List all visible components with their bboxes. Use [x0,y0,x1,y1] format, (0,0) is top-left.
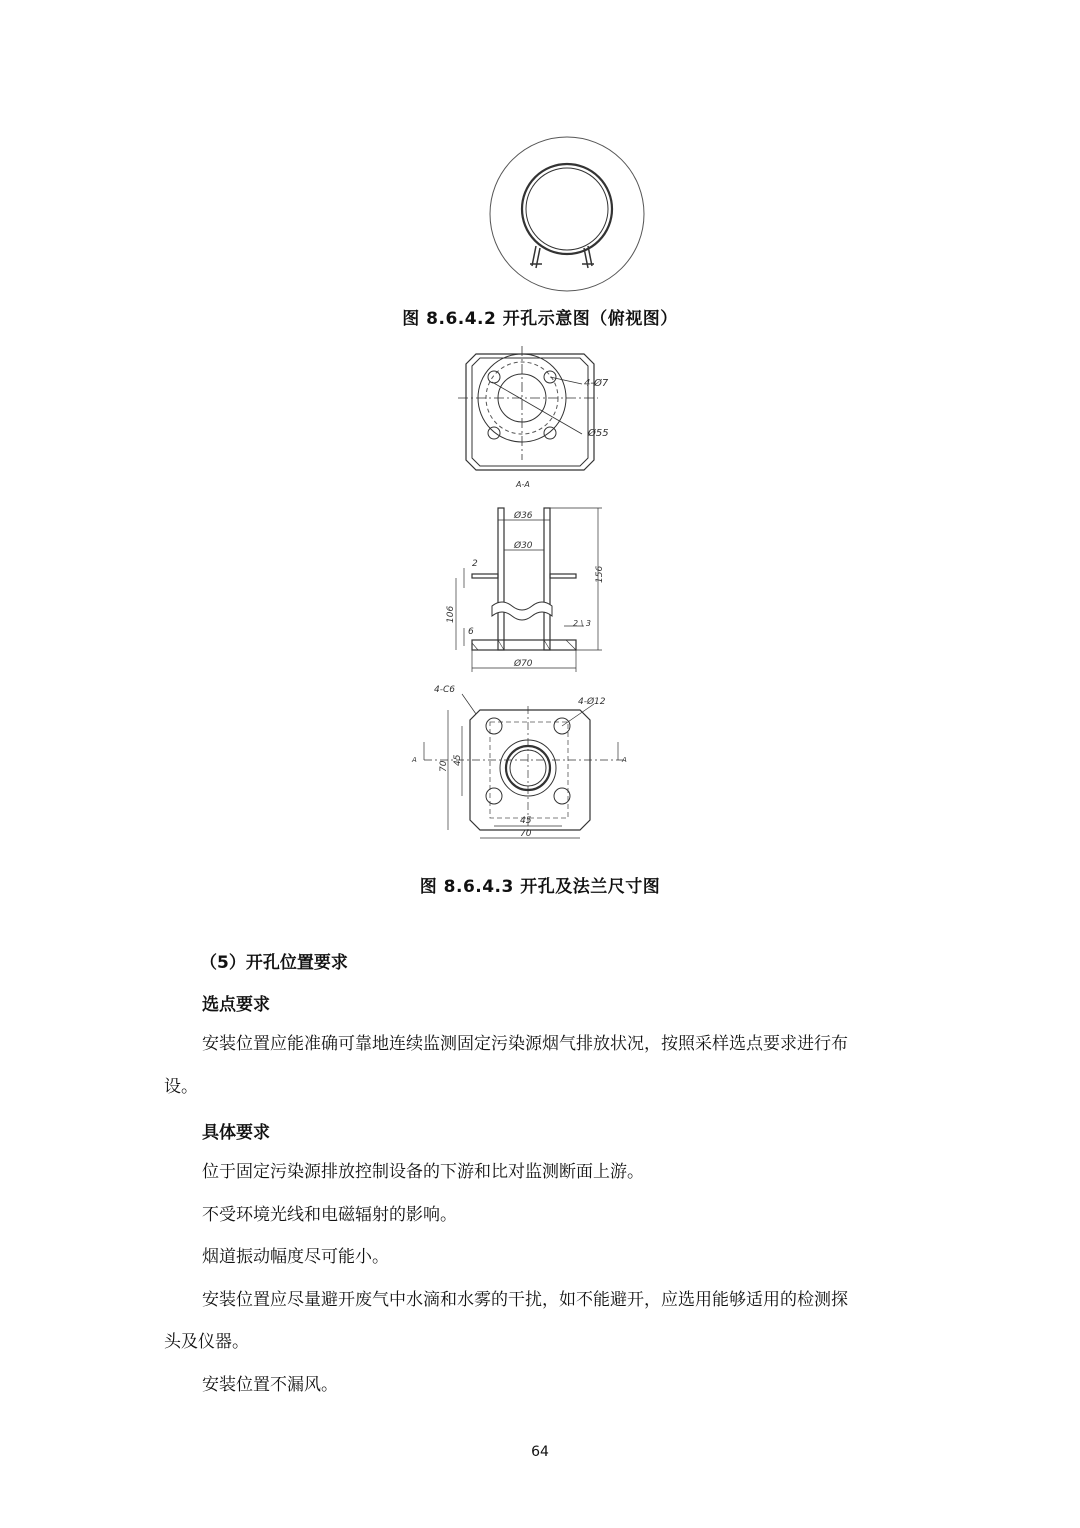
section-heading: （5）开孔位置要求 [200,953,348,973]
subheading-specific-requirements: 具体要求 [202,1123,270,1143]
paragraph-site-selection-line1: 安装位置应能准确可靠地连续监测固定污染源烟气排放状况，按照采样选点要求进行布 [202,1034,848,1054]
flange-width-inner-label: 45 [520,816,532,826]
paragraph-site-selection-line2: 设。 [164,1077,198,1097]
section-bottom-thickness-label: 6 [468,627,474,637]
section-inner-dia-label: Ø30 [514,541,533,551]
page-number: 64 [531,1444,549,1460]
plan-holes-label: 4-Ø7 [584,378,609,389]
section-mark-left: A [412,756,417,764]
requirement-item-4-line2: 头及仪器。 [164,1332,249,1352]
flange-plan-view-drawing [450,342,630,472]
flange-bottom-view-drawing [404,680,634,846]
section-title-label: A-A [516,480,530,489]
flange-height-outer-label: 70 [439,760,449,772]
section-outer-dia-label: Ø36 [514,511,533,521]
flange-section-drawing [436,478,616,678]
requirement-item-4-line1: 安装位置应尽量避开废气中水滴和水雾的干扰，如不能避开，应选用能够适用的检测探 [202,1290,848,1310]
requirement-item-5: 安装位置不漏风。 [202,1375,338,1395]
figure-caption-flange: 图 8.6.4.3 开孔及法兰尺寸图 [419,877,661,897]
subheading-site-selection: 选点要求 [202,995,270,1015]
section-top-thickness-label: 2 [472,559,478,569]
flange-holes-label: 4-Ø12 [578,697,606,707]
section-base-dia-label: Ø70 [514,659,533,669]
section-length-label: 156 [595,565,605,583]
figure-caption-top-view: 图 8.6.4.2 开孔示意图（俯视图） [402,309,678,329]
requirement-item-2: 不受环境光线和电磁辐射的影响。 [202,1205,457,1225]
section-height-label: 106 [446,605,456,623]
top-view-drawing [480,136,660,296]
section-weld-label: 2 \ 3 [573,619,591,628]
plan-circle-label: Ø55 [588,428,609,439]
section-mark-right: A [622,756,627,764]
requirement-item-1: 位于固定污染源排放控制设备的下游和比对监测断面上游。 [202,1162,644,1182]
requirement-item-3: 烟道振动幅度尽可能小。 [202,1247,389,1267]
flange-chamfer-label: 4-C6 [434,685,455,695]
flange-height-inner-label: 45 [453,754,463,766]
flange-width-outer-label: 70 [520,829,532,839]
